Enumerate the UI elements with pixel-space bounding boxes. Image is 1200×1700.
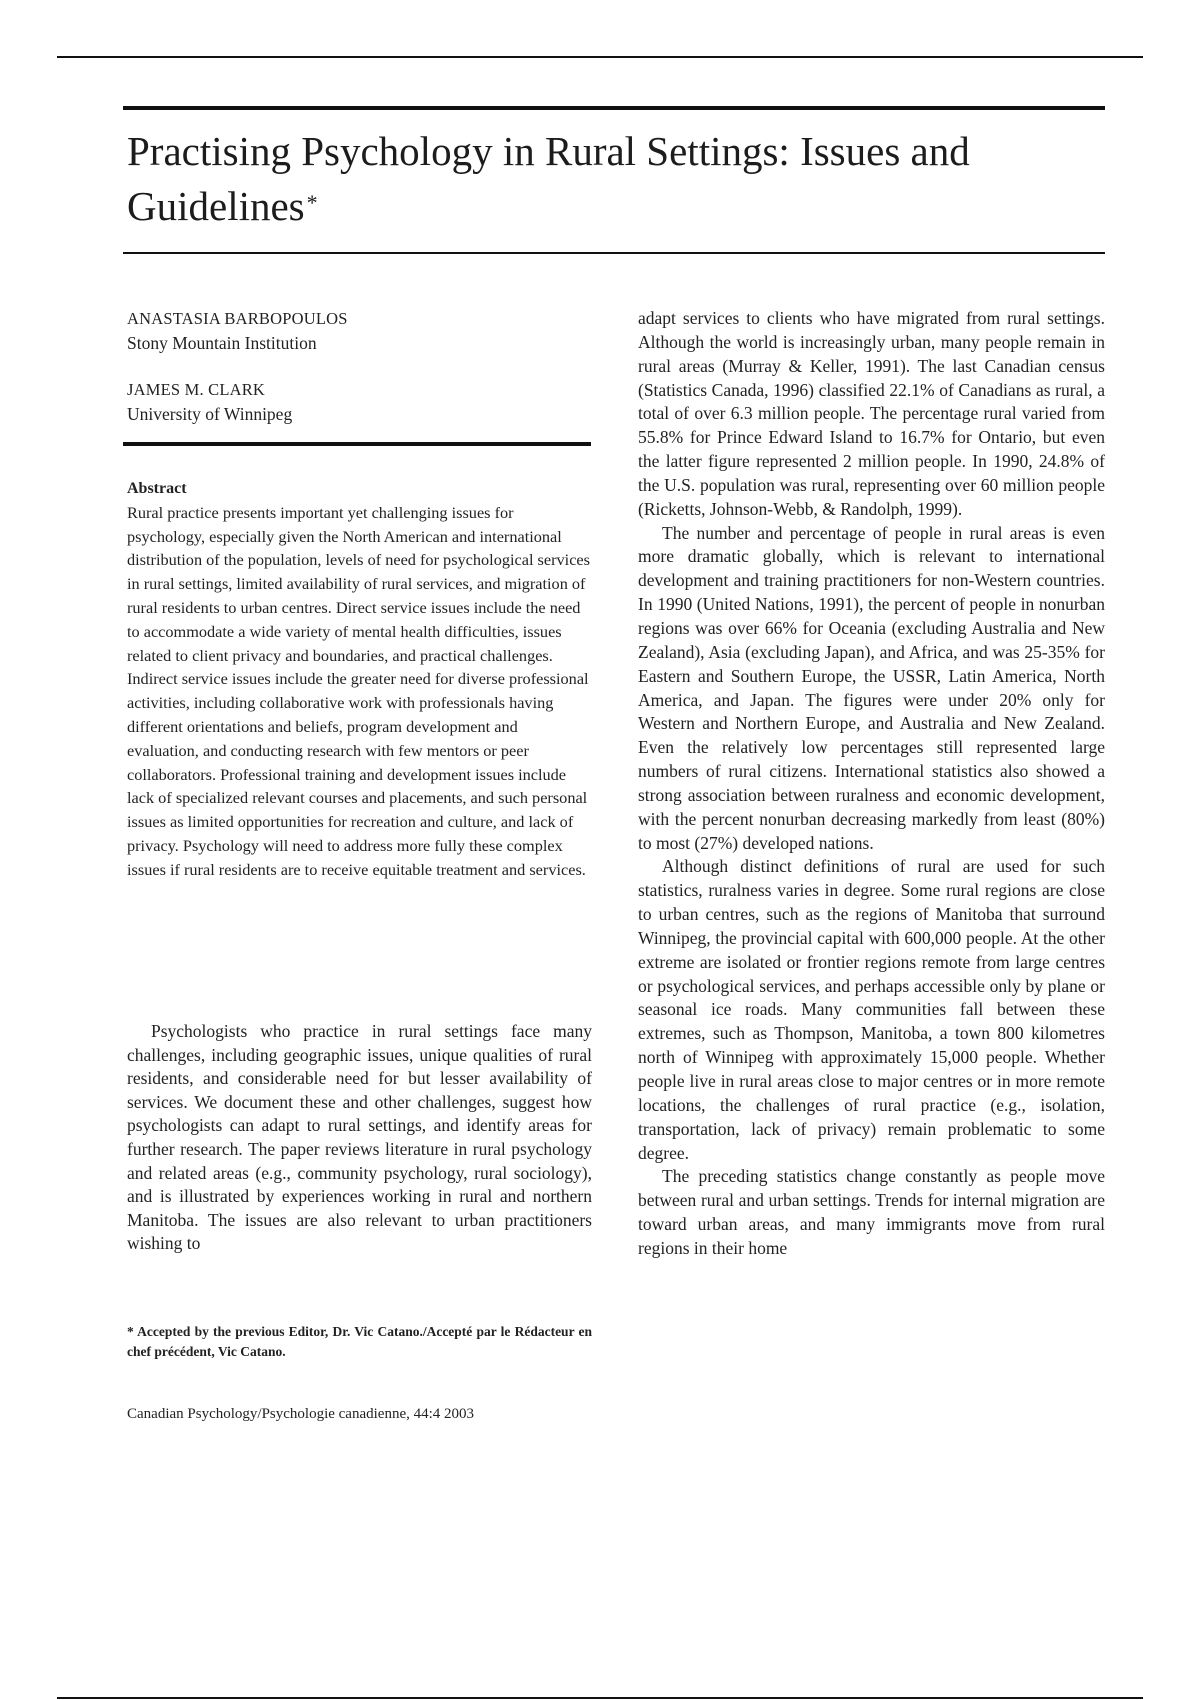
article-title-text: Practising Psychology in Rural Settings: Issues and Guidelines <box>127 128 970 229</box>
body-paragraph: adapt services to clients who have migrated from rural settings. Although the world is increasingly urban, many people remain in rural areas (Murray & Keller, 1991). The last Canadian census (Statistics Canada, 1996) classified 22.1% of Canadians as rural, a total of over 6.3 million people. The percentage rural varied from 55.8% for Prince Edward Island to 16.7% for Ontario, but even the latter figure represented 2 million people. In 1990, 24.8% of the U.S. population was rural, representing over 60 million people (Ricketts, Johnson-Webb, & Randolph, 1999). <box>638 308 1105 519</box>
body-paragraph: The preceding statistics change constantly as people move between rural and urban settings. Trends for internal migration are toward urban areas, and many immigrants move from rural regions in their home <box>638 1166 1105 1258</box>
author-affiliation: University of Winnipeg <box>127 404 293 424</box>
title-bottom-rule <box>123 252 1105 254</box>
author-name: ANASTASIA BARBOPOULOS <box>127 309 348 328</box>
abstract-heading: Abstract <box>127 480 187 497</box>
author-affiliation: Stony Mountain Institution <box>127 333 317 353</box>
title-top-rule <box>123 106 1105 110</box>
author-block-1 <box>127 307 592 355</box>
page-bottom-rule <box>57 1697 1143 1699</box>
body-paragraph: Although distinct definitions of rural are used for such statistics, ruralness varies in degree. Some rural regions are close to urban centres, such as the regions of Manitoba that surround Winnipeg, the provincial capital with 600,000 people. At the other extreme are isolated or frontier regions remote from large centres or psychological services, and perhaps accessible only by plane or seasonal ice roads. Many communities fall between these extremes, such as Thompson, Manitoba, a town 800 kilometres north of Winnipeg with approximately 15,000 people. Whether people live in rural areas close to major centres or in more remote locations, the challenges of rural practice (e.g., isolation, transportation, lack of privacy) remain problematic to some degree. <box>638 856 1105 1163</box>
author-name: JAMES M. CLARK <box>127 380 266 399</box>
journal-citation: Canadian Psychology/Psychologie canadienne, 44:4 2003 <box>127 1406 475 1422</box>
footnote: * Accepted by the previous Editor, Dr. Vic Catano./Accepté par le Rédacteur en chef précédent, Vic Catano. <box>127 1324 592 1359</box>
abstract <box>127 477 592 882</box>
abstract-text: Rural practice presents important yet challenging issues for psychology, especially given the North American and international distribution of the population, levels of need for psychological services in rural settings, limited availability of rural services, and migration of rural residents to urban centres. Direct service issues include the need to accommodate a wide variety of mental health difficulties, issues related to client privacy and boundaries, and practical challenges. Indirect service issues include the greater need for diverse professional activities, including collaborative work with professionals having different orientations and beliefs, program development and evaluation, and conducting research with few mentors or peer collaborators. Professional training and development issues include lack of specialized relevant courses and placements, and such personal issues as limited opportunities for recreation and culture, and lack of privacy. Psychology will need to address more fully these complex issues if rural residents are to receive equitable treatment and services. <box>127 502 590 879</box>
page-top-rule <box>57 56 1143 58</box>
right-column <box>638 307 1105 1261</box>
intro-paragraph: Psychologists who practice in rural settings face many challenges, including geographic issues, unique qualities of rural residents, and considerable need for but lesser availability of services. We document these and other challenges, suggest how psychologists can adapt to rural settings, and identify areas for further research. The paper reviews literature in rural psychology and related areas (e.g., community psychology, rural sociology), and is illustrated by experiences working in rural and northern Manitoba. The issues are also relevant to urban practitioners wishing to <box>127 1021 592 1254</box>
author-block-2 <box>127 378 592 426</box>
author-section-rule <box>123 442 591 446</box>
article-title <box>127 126 1097 232</box>
body-paragraph: The number and percentage of people in rural areas is even more dramatic globally, which is relevant to international development and training practitioners for non-Western countries. In 1990 (United Nations, 1991), the percent of people in nonurban regions was over 66% for Oceania (excluding Australia and New Zealand), Asia (excluding Japan), and Africa, and was 25-35% for Eastern and Southern Europe, the USSR, Latin America, North America, and Japan. The figures were under 20% only for Western and Northern Europe, and Australia and New Zealand. Even the relatively low percentages still represented large numbers of rural citizens. International statistics also showed a strong association between ruralness and economic development, with the percent nonurban decreasing markedly from least (80%) to most (27%) developed nations. <box>638 522 1105 853</box>
title-footnote-marker: * <box>306 190 318 215</box>
